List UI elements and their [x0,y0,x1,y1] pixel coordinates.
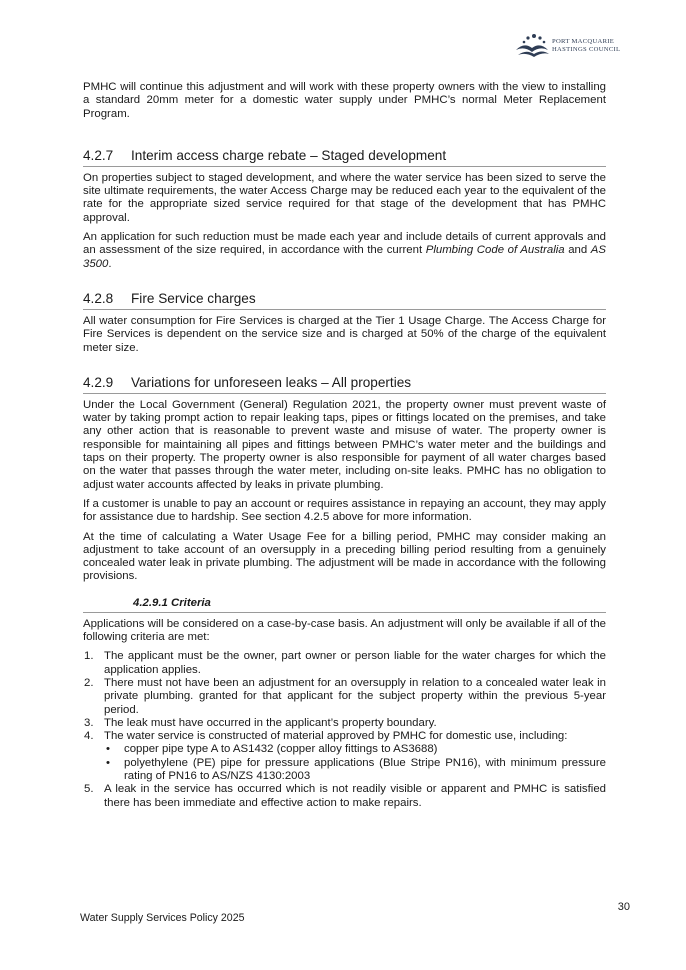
list-item [83,677,606,717]
heading-title: Variations for unforeseen leaks – All properties [131,374,412,390]
list-item [83,717,606,730]
bullet-icon: • [106,756,110,769]
bullet-item [104,757,606,784]
text-run: An application for such reduction must be made each year and include details of current approvals and an assessment of the size required, in accordance with the current [83,231,606,257]
list-number: 4. [84,730,94,743]
page-number: 30 [617,901,630,913]
list-item-text: The applicant must be the owner, part owner or person liable for the water charges for which the application applies. [104,650,606,676]
bullet-text: copper pipe type A to AS1432 (copper alloy fittings to AS3688) [124,743,438,756]
list-item-text: A leak in the service has occurred which is not readily visible or apparent and PMHC is satisfied there has been immediate and effective action to make repairs. [104,783,606,809]
bullet-text: polyethylene (PE) pipe for pressure applications (Blue Stripe PN16), with minimum pressure rating of PN16 to AS/NZS 4130:2003 [124,756,606,782]
paragraph: If a customer is unable to pay an account or requires assistance in repaying an account, they may apply for assistance due to hardship. See section 4.2.5 above for more information. [83,497,606,524]
heading-4-2-8 [83,291,606,310]
criteria-list [83,650,606,810]
list-item-text: The leak must have occurred in the applicant’s property boundary. [104,716,437,729]
intro-paragraph: PMHC will continue this adjustment and will work with these property owners with the view to installing a standard 20mm meter for a domestic water supply under PMHC’s normal Meter Replacement Program. [83,81,606,120]
heading-number: 4.2.9 [83,374,114,390]
material-bullet-list [104,743,606,783]
heading-4-2-9-1: 4.2.9.1 Criteria [83,596,606,613]
paragraph [83,231,606,271]
heading-number: 4.2.7 [83,147,114,163]
heading-title: Fire Service charges [131,290,256,306]
list-number: 1. [84,650,94,663]
paragraph: At the time of calculating a Water Usage Fee for a billing period, PMHC may consider making an adjustment to take account of an oversupply in a preceding billing period resulting from a genuinely concealed water leak in private plumbing. The adjustment will be made in accordance with the following provisions. [83,530,606,583]
council-logo [514,32,634,58]
footer-title: Water Supply Services Policy 2025 [80,912,245,924]
paragraph: All water consumption for Fire Services is charged at the Tier 1 Usage Charge. The Access Charge for Fire Services is dependent on the service size and is charged at 50% of the charge of the equivalent meter size. [83,314,606,354]
heading-title: Interim access charge rebate – Staged development [131,147,447,163]
logo-text-line2: HASTINGS COUNCIL [552,46,621,53]
list-item-text: There must not have been an adjustment for an oversupply in relation to a concealed water leak in private plumbing. granted for that applicant for the subject property within the previous 5-year period. [104,676,606,716]
list-number: 5. [84,783,94,796]
italic-reference: Plumbing Code of Australia [425,244,565,257]
bullet-icon: • [106,743,110,756]
list-item [83,730,606,783]
logo-text-line1: PORT MACQUARIE [552,38,615,45]
heading-4-2-7 [83,148,606,167]
paragraph: On properties subject to staged development, and where the water service has been sized to serve the site ultimate requirements, the water Access Charge may be reduced each year to the equivalent of the rate for the appropriate sized service required for that stage of the development that has PMHC approval. [83,171,606,224]
page-content [83,81,606,810]
list-item [83,650,606,677]
bullet-item [104,743,606,756]
council-logo-icon [514,32,550,58]
text-run: and [564,244,591,257]
italic-reference: AS 3500 [83,244,606,270]
list-number: 3. [84,716,94,729]
list-item-text: The water service is constructed of material approved by PMHC for domestic use, including: [104,730,568,743]
paragraph: Applications will be considered on a case-by-case basis. An adjustment will only be available if all of the following criteria are met: [83,617,606,644]
heading-4-2-9 [83,375,606,394]
heading-number: 4.2.8 [83,290,114,306]
text-run: . [108,257,112,270]
list-item [83,783,606,810]
list-number: 2. [84,676,94,689]
paragraph: Under the Local Government (General) Regulation 2021, the property owner must prevent waste of water by taking prompt action to repair leaking taps, pipes or fittings located on the premises, and take any other action that is reasonable to prevent waste and misuse of water. The property owner is responsible for maintaining all pipes and fittings between PMHC’s water meter and the buildings and taps on their property. The property owner is also responsible for payment of all water charges based on the water that passes through the water meter, including on-site leaks. PMHC has no obligation to adjust water accounts affected by leaks in private plumbing. [83,398,606,491]
